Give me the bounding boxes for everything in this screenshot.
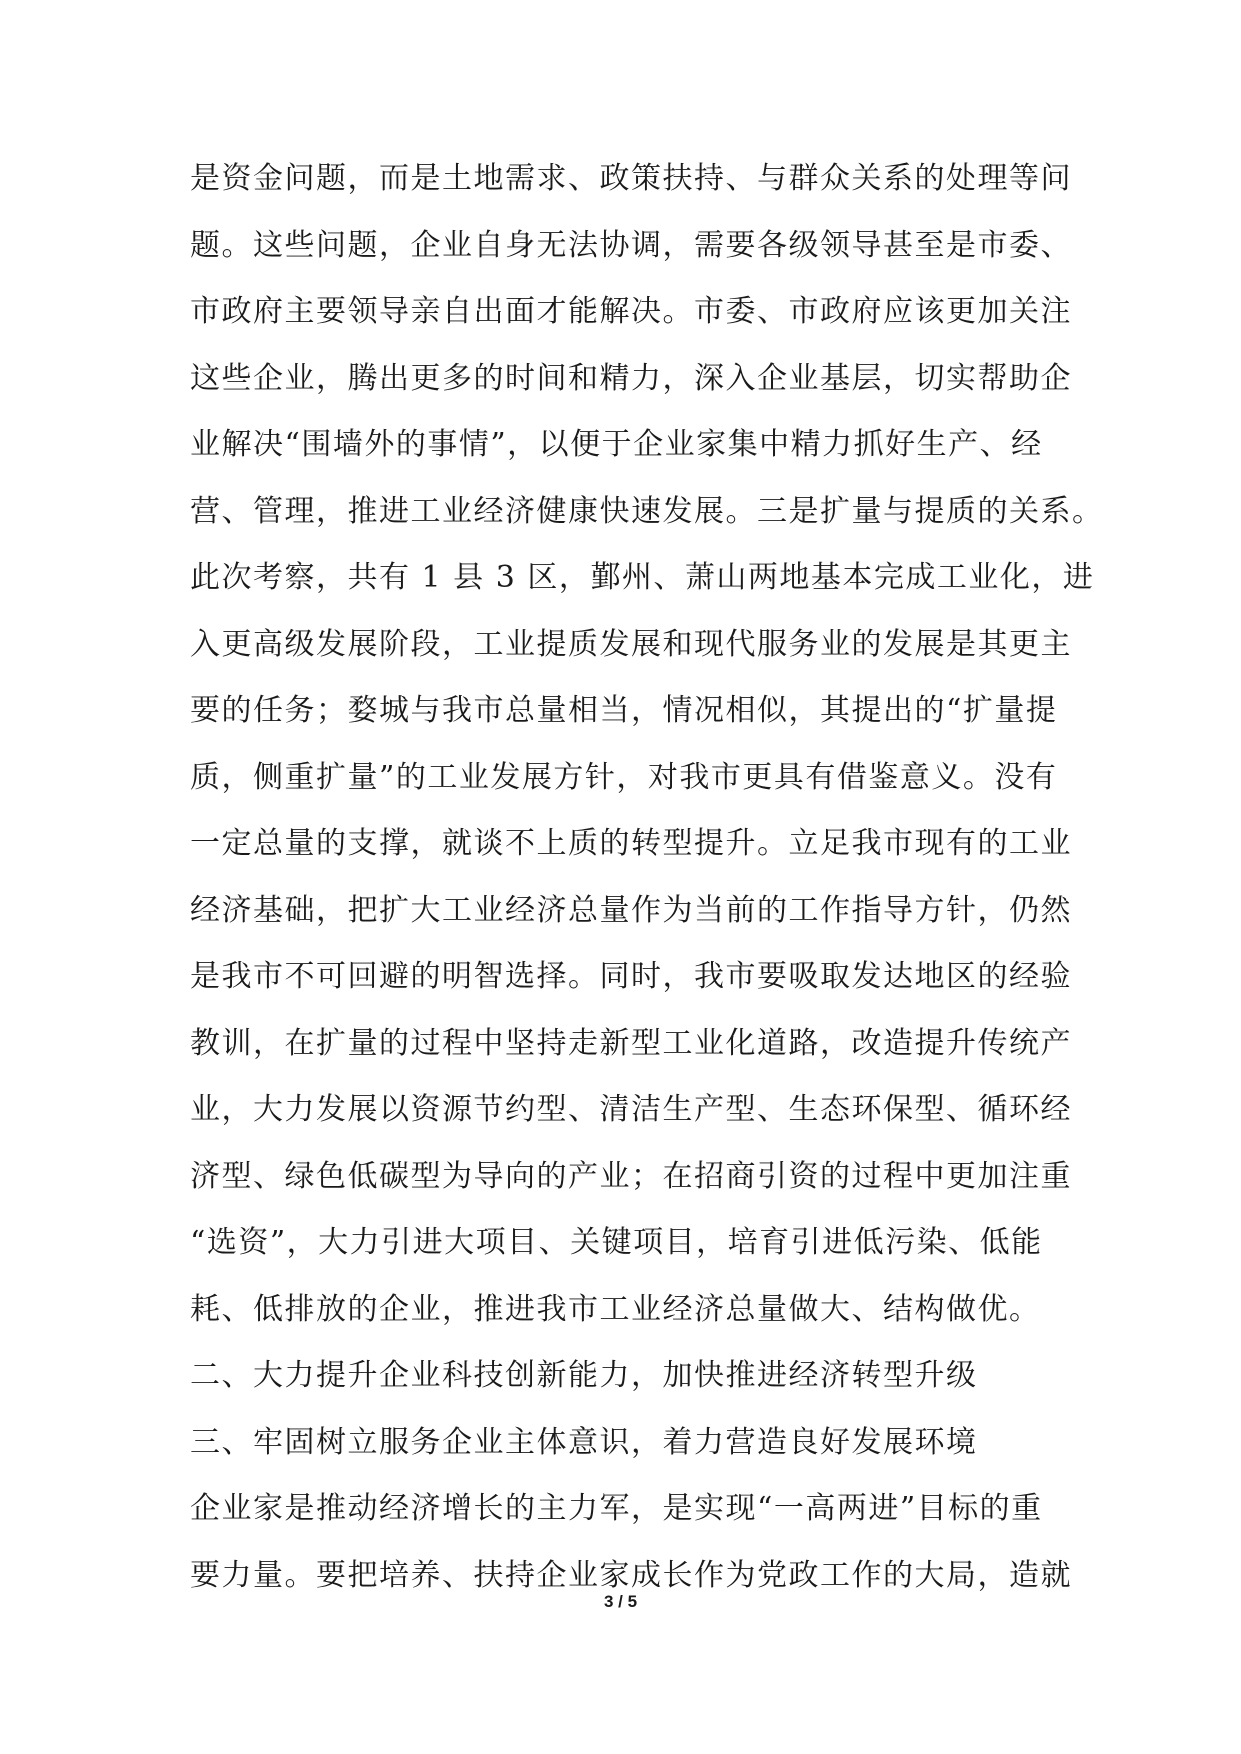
text-line: 入更高级发展阶段，工业提质发展和现代服务业的发展是其更主 (190, 626, 1072, 662)
text-line: 是我市不可回避的明智选择。同时，我市要吸取发达地区的经验 (190, 959, 1072, 994)
text-line: 教训，在扩量的过程中坚持走新型工业化道路，改造提升传统产 (190, 1025, 1072, 1061)
text-line: 业解决“围墙外的事情”，以便于企业家集中精力抓好生产、经 (190, 427, 1043, 462)
text-line: 题。这些问题，企业自身无法协调，需要各级领导甚至是市委、 (190, 227, 1072, 263)
text-line: 业，大力发展以资源节约型、清洁生产型、生态环保型、循环经 (190, 1092, 1072, 1127)
text-line: 经济基础，把扩大工业经济总量作为当前的工作指导方针，仍然 (190, 892, 1072, 928)
text-line: 质，侧重扩量”的工业发展方针，对我市更具有借鉴意义。没有 (190, 759, 1058, 795)
text-line: “选资”，大力引进大项目、关键项目，培育引进低污染、低能 (190, 1225, 1043, 1260)
section-heading: 三、牢固树立服务企业主体意识，着力营造良好发展环境 (190, 1424, 978, 1460)
text-line: 企业家是推动经济增长的主力军，是实现“一高两进”目标的重 (190, 1491, 1043, 1526)
section-heading: 二、大力提升企业科技创新能力，加快推进经济转型升级 (190, 1358, 978, 1393)
text-line: 这些企业，腾出更多的时间和精力，深入企业基层，切实帮助企 (190, 360, 1072, 396)
text-line: 要力量。要把培养、扶持企业家成长作为党政工作的大局，造就 (190, 1557, 1072, 1593)
text-line: 是资金问题，而是土地需求、政策扶持、与群众关系的处理等问 (190, 161, 1072, 196)
text-line: 要的任务；婺城与我市总量相当，情况相似，其提出的“扩量提 (190, 693, 1058, 728)
text-line: 耗、低排放的企业，推进我市工业经济总量做大、结构做优。 (190, 1291, 1041, 1327)
text-line: 市政府主要领导亲自出面才能解决。市委、市政府应该更加关注 (190, 294, 1072, 329)
page-number: 3 / 5 (603, 1592, 638, 1611)
text-line: 此次考察，共有 1 县 3 区，鄞州、萧山两地基本完成工业化，进 (190, 560, 1095, 595)
text-line: 一定总量的支撑，就谈不上质的转型提升。立足我市现有的工业 (190, 826, 1072, 861)
text-line: 济型、绿色低碳型为导向的产业；在招商引资的过程中更加注重 (190, 1158, 1072, 1194)
text-line: 营、管理，推进工业经济健康快速发展。三是扩量与提质的关系。 (190, 493, 1104, 529)
document-body (190, 160, 1104, 1623)
